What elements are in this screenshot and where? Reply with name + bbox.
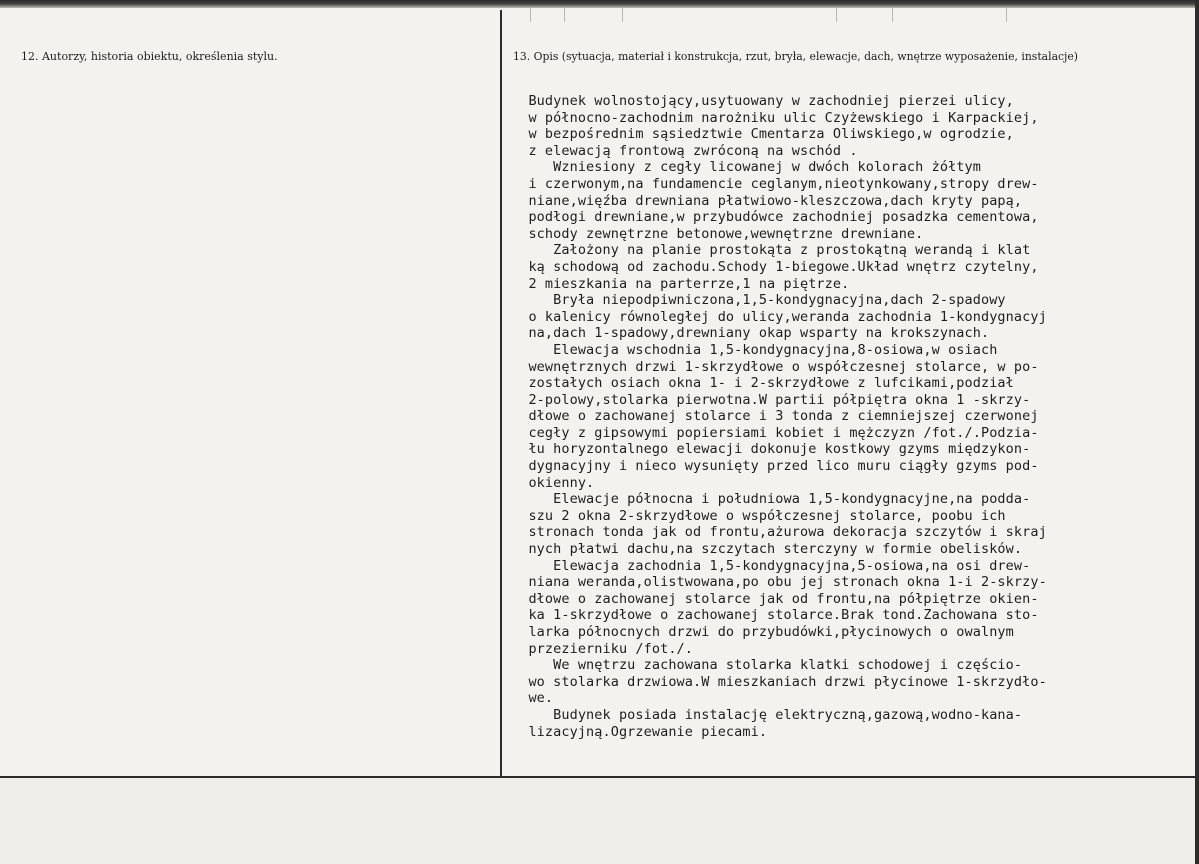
typed-line: Budynek wolnostojący,usytuowany w zachodniej pierzei ulicy, xyxy=(512,93,1014,109)
section-13-typed-text xyxy=(512,93,1196,740)
typed-line: dłowe o zachowanej stolarce i 3 tonda z ciemniejszej czerwonej xyxy=(512,408,1039,425)
empty-bottom-area xyxy=(0,778,1195,864)
typed-line: Budynek posiada instalację elektryczną,gazową,wodno-kana- xyxy=(512,706,1023,723)
typed-line: Elewacja zachodnia 1,5-kondygnacyjna,5-osiowa,na osi drew- xyxy=(512,557,1031,574)
typed-line: w bezpośrednim sąsiedztwie Cmentarza Oliwskiego,w ogrodzie, xyxy=(512,126,1014,143)
typed-line: w północno-zachodnim narożniku ulic Czyżewskiego i Karpackiej, xyxy=(512,109,1039,126)
typed-line: 2-polowy,stolarka pierwotna.W partii półpiętra okna 1 -skrzy- xyxy=(512,391,1031,408)
typed-line: schody zewnętrzne betonowe,wewnętrzne drewniane. xyxy=(512,225,924,242)
ruler-tick xyxy=(1006,8,1007,22)
typed-line: Założony na planie prostokąta z prostokątną werandą i klat xyxy=(512,242,1031,259)
typed-line: szu 2 okna 2-skrzydłowe o współczesnej stolarce, poobu ich xyxy=(512,507,1006,524)
ruler-tick xyxy=(564,8,565,22)
typed-line: przezierniku /fot./. xyxy=(512,640,694,657)
typed-line: nych płatwi dachu,na szczytach sterczyny w formie obelisków. xyxy=(512,541,1023,558)
typed-line: larka północnych drzwi do przybudówki,płycinowych o owalnym xyxy=(512,624,1014,640)
typed-line: cegły z gipsowymi popiersiami kobiet i mężczyzn /fot./.Podzia- xyxy=(512,424,1039,441)
typed-line: Wzniesiony z cegły licowanej w dwóch kolorach żółtym xyxy=(512,159,981,176)
typed-line: Elewacje północna i południowa 1,5-kondygnacyjne,na podda- xyxy=(512,491,1031,508)
ruler-tick xyxy=(622,8,623,22)
page-top-edge xyxy=(0,0,1199,8)
typed-line: dłowe o zachowanej stolarce jak od frontu,na półpiętrze okien- xyxy=(512,590,1039,607)
typed-line: stronach tonda jak od frontu,ażurowa dekoracja szczytów i skraj xyxy=(512,524,1047,541)
typed-line: Bryła niepodpiwniczona,1,5-kondygnacyjna,dach 2-spadowy xyxy=(512,292,1006,309)
typed-line: wewnętrznych drzwi 1-skrzydłowe o współczesnej stolarce, w po- xyxy=(512,358,1039,375)
typed-line: zostałych osiach okna 1- i 2-skrzydłowe z lufcikami,podział xyxy=(512,375,1014,392)
typed-line: dygnacyjny i nieco wysunięty przed lico muru ciągły gzyms pod- xyxy=(512,458,1039,475)
ruler-tick xyxy=(836,8,837,22)
typed-line: niane,więźba drewniana płatwiowo-kleszczowa,dach kryty papą, xyxy=(512,192,1023,209)
typed-line: i czerwonym,na fundamencie ceglanym,nieotynkowany,stropy drew- xyxy=(512,175,1039,192)
section-13-heading: 13. Opis (sytuacja, materiał i konstrukcja, rzut, bryła, elewacje, dach, wnętrze wyposażenie, instalacje) xyxy=(513,50,1078,63)
column-divider xyxy=(500,10,502,777)
typed-line: ką schodową od zachodu.Schody 1-biegowe.Układ wnętrz czytelny, xyxy=(512,258,1039,275)
typed-line: Elewacja wschodnia 1,5-kondygnacyjna,8-osiowa,w osiach xyxy=(512,341,998,358)
typed-line: okienny. xyxy=(512,474,595,491)
typed-line: z elewacją frontową zwróconą na wschód . xyxy=(512,142,858,159)
section-12-heading: 12. Autorzy, historia obiektu, określenia stylu. xyxy=(21,50,278,63)
typed-line: ka 1-skrzydłowe o zachowanej stolarce.Brak tond.Zachowana sto- xyxy=(512,607,1039,624)
typed-line: podłogi drewniane,w przybudówce zachodniej posadzka cementowa, xyxy=(512,209,1039,226)
typed-line: na,dach 1-spadowy,drewniany okap wsparty na krokszynach. xyxy=(512,325,990,342)
typed-line: łu horyzontalnego elewacji dokonuje kostkowy gzyms międzykon- xyxy=(512,441,1031,458)
typed-line: niana weranda,olistwowana,po obu jej stronach okna 1-i 2-skrzy- xyxy=(512,574,1047,591)
typed-line: lizacyjną.Ogrzewanie piecami. xyxy=(512,723,768,740)
typed-line: wo stolarka drzwiowa.W mieszkaniach drzwi płycinowe 1-skrzydło- xyxy=(512,673,1047,690)
ruler-tick xyxy=(530,8,531,22)
ruler-tick xyxy=(892,8,893,22)
typed-line: we. xyxy=(512,690,554,707)
typed-line: We wnętrzu zachowana stolarka klatki schodowej i częścio- xyxy=(512,657,1023,674)
typed-line: o kalenicy równoległej do ulicy,weranda zachodnia 1-kondygnacyj xyxy=(512,308,1047,325)
typed-line: 2 mieszkania na parterrze,1 na piętrze. xyxy=(512,275,850,292)
